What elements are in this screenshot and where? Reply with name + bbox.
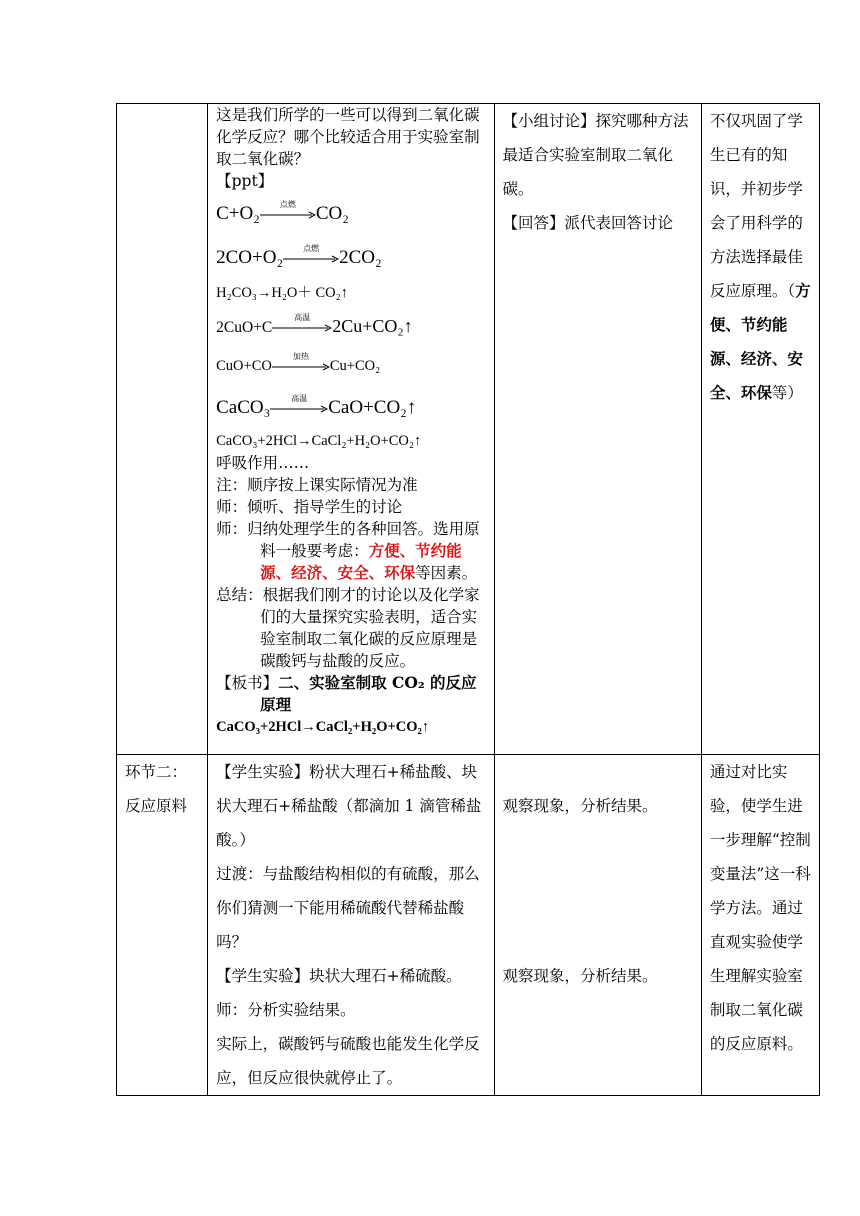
purpose-text: 不仅巩固了学生已有的知识，并初步学会了用科学的方法选择最佳反应原理。（ [709, 112, 803, 300]
equation: C+O₂ 点燃 CO₂ [216, 199, 349, 224]
intro-text: 这是我们所学的一些可以得到二氧化碳化学反应？哪个比较适合用于实验室制取二氧化碳？ [216, 106, 480, 168]
observe-text: 观察现象，分析结果。 [502, 967, 658, 985]
student-activity-cell [494, 755, 701, 1096]
group-discussion-text: 【小组讨论】探究哪种方法最适合实验室制取二氧化碳。 [502, 112, 689, 198]
reaction-arrow-icon: 加热 [272, 363, 330, 371]
table-row [117, 755, 820, 1096]
purpose-criteria: 方便、节约能源、经济、安全、环保 [709, 281, 811, 402]
teacher-analysis-text: 师：分析实验结果。 [216, 1001, 356, 1019]
stage-cell [117, 104, 208, 755]
equation: CuO+CO 加热 Cu+CO₂ [216, 351, 381, 374]
teacher-listen-text: 师：倾听、指导学生的讨论 [216, 498, 403, 516]
conclusion-text: 总结：根据我们刚才的讨论以及化学家们的大量探究实验表明，适合实验室制取二氧化碳的反应原理是碳酸钙与盐酸的反应。 [216, 586, 480, 670]
observe-text: 观察现象，分析结果。 [502, 797, 658, 815]
teacher-activity-cell [208, 755, 494, 1096]
teacher-summary-text: 师：归纳处理学生的各种回答。选用原料一般要考虑：方便、节约能源、经济、安全、环保等因素。 [216, 520, 480, 582]
equation: H₂CO₃→H₂O＋ CO₂↑ [216, 285, 348, 301]
reaction-arrow-icon: 高温 [272, 324, 332, 332]
student-activity-cell [494, 104, 701, 755]
answer-text: 【回答】派代表回答讨论 [502, 214, 674, 232]
purpose-cell [701, 104, 819, 755]
equation: 2CO+O₂ 点燃 2CO₂ [216, 243, 382, 268]
student-experiment-text: 【学生实验】块状大理石+稀硫酸。 [216, 967, 462, 985]
equation: 2CuO+C 高温 2Cu+CO₂↑ [216, 313, 413, 336]
lesson-plan-table [116, 103, 820, 1096]
explanation-text: 实际上，碳酸钙与硫酸也能发生化学反应，但反应很快就停止了。 [216, 1035, 480, 1087]
board-heading: 【板书】二、实验室制取 CO₂ 的反应原理 [216, 673, 477, 714]
equation: CaCO₃ 高温 CaO+CO₂↑ [216, 393, 417, 418]
breathing-text: 呼吸作用…… [216, 454, 310, 472]
student-experiment-text: 【学生实验】粉状大理石+稀盐酸、块状大理石+稀盐酸（都滴加 1 滴管稀盐酸。） [216, 763, 482, 849]
reaction-arrow-icon: 点燃 [283, 255, 339, 263]
purpose-text-end: 等） [771, 384, 803, 402]
board-equation: CaCO₃+2HCl→CaCl₂+H₂O+CO₂↑ [216, 719, 430, 735]
equation: CaCO₃+2HCl→CaCl₂+H₂O+CO₂↑ [216, 433, 422, 449]
purpose-text: 通过对比实验，使学生进一步理解“控制变量法”这一科学方法。通过直观实验使学生理解实验室制取二氧化碳的反应原料。 [709, 763, 811, 1053]
table-row [117, 104, 820, 755]
reaction-arrow-icon: 高温 [270, 405, 328, 413]
ppt-tag: 【ppt】 [216, 172, 274, 190]
criteria-highlight: 方便、节约能源、经济、安全、环保 [260, 541, 462, 582]
stage-label: 环节二：反应原料 [125, 763, 188, 815]
transition-text: 过渡：与盐酸结构相似的有硫酸，那么你们猜测一下能用稀硫酸代替稀盐酸吗？ [216, 865, 480, 951]
reaction-arrow-icon: 点燃 [260, 211, 316, 219]
teacher-activity-cell [208, 104, 494, 755]
note-text: 注：顺序按上课实际情况为准 [216, 476, 418, 494]
purpose-cell [701, 755, 819, 1096]
stage-cell [117, 755, 208, 1096]
